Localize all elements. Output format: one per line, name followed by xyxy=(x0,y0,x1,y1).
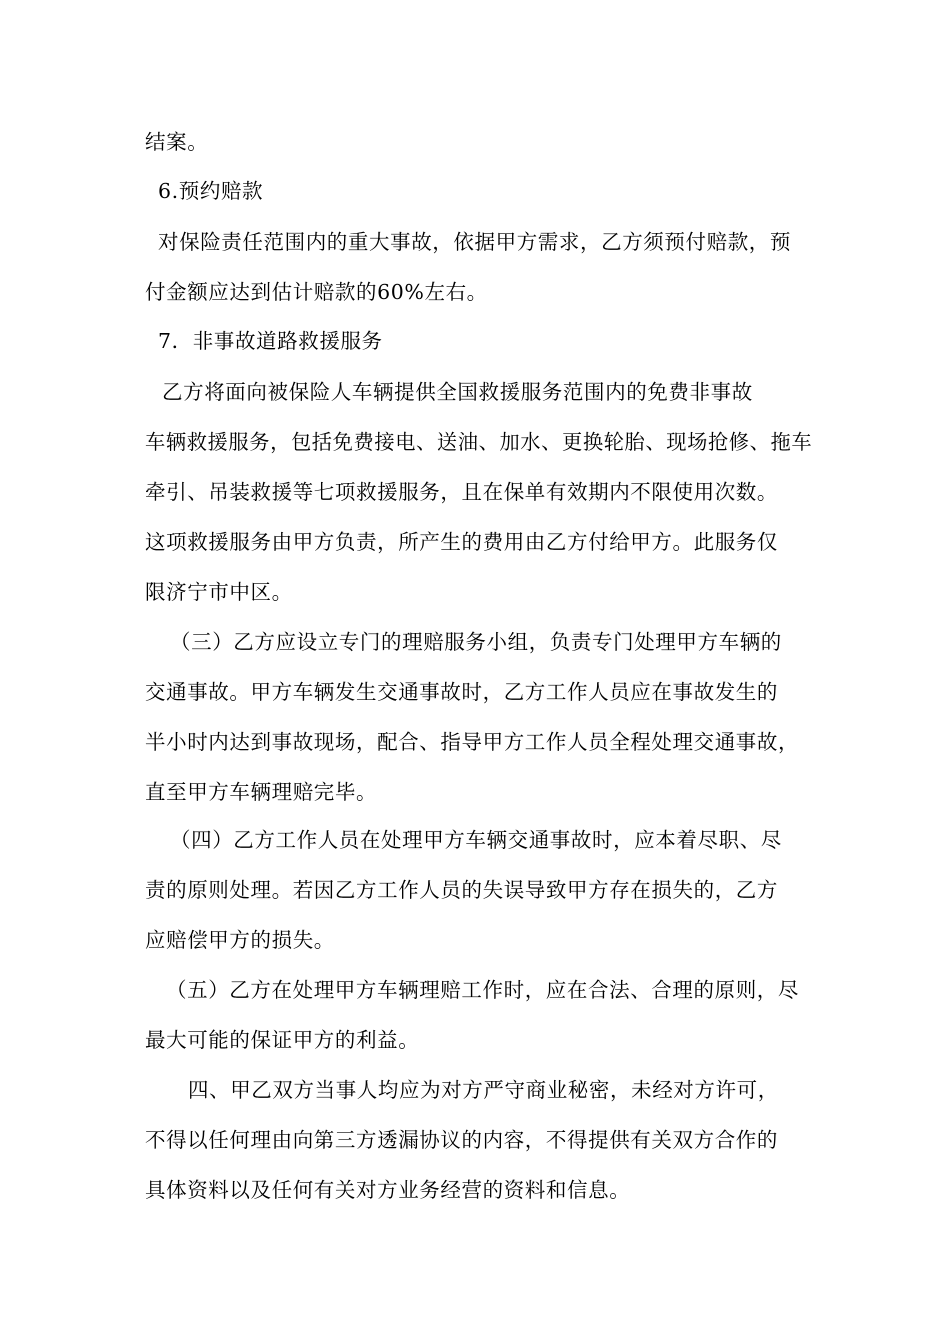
paragraph-line: 不得以任何理由向第三方透漏协议的内容，不得提供有关双方合作的 xyxy=(145,1128,778,1152)
paragraph-line: 乙方将面向被保险人车辆提供全国救援服务范围内的免费非事故 xyxy=(162,380,753,404)
paragraph-line: 半小时内达到事故现场，配合、指导甲方工作人员全程处理交通事故， xyxy=(145,730,800,754)
paragraph-line: 这项救援服务由甲方负责，所产生的费用由乙方付给甲方。此服务仅 xyxy=(145,530,778,554)
section-heading-road-rescue: 7．非事故道路救援服务 xyxy=(158,329,383,353)
paragraph-line: （四）乙方工作人员在处理甲方车辆交通事故时，应本着尽职、尽 xyxy=(170,828,782,852)
section-heading-advance-payment: 6.预约赔款 xyxy=(158,179,264,203)
paragraph-line: （三）乙方应设立专门的理赔服务小组，负责专门处理甲方车辆的 xyxy=(170,630,782,654)
paragraph-line: （五）乙方在处理甲方车辆理赔工作时，应在合法、合理的原则，尽 xyxy=(166,978,799,1002)
paragraph-line: 最大可能的保证甲方的利益。 xyxy=(145,1028,420,1052)
paragraph-line: 四、甲乙双方当事人均应为对方严守商业秘密，未经对方许可， xyxy=(188,1078,779,1102)
paragraph-line: 付金额应达到估计赔款的60%左右。 xyxy=(145,280,488,304)
paragraph-line: 限济宁市中区。 xyxy=(145,580,293,604)
paragraph-line: 具体资料以及任何有关对方业务经营的资料和信息。 xyxy=(145,1178,631,1202)
paragraph-line: 应赔偿甲方的损失。 xyxy=(145,928,335,952)
paragraph-line: 责的原则处理。若因乙方工作人员的失误导致甲方存在损失的，乙方 xyxy=(145,878,778,902)
text-line-closing: 结案。 xyxy=(145,130,209,154)
paragraph-line: 对保险责任范围内的重大事故，依据甲方需求，乙方须预付赔款，预 xyxy=(158,230,791,254)
paragraph-line: 牵引、吊装救援等七项救援服务，且在保单有效期内不限使用次数。 xyxy=(145,480,778,504)
paragraph-line: 车辆救援服务，包括免费接电、送油、加水、更换轮胎、现场抢修、拖车 xyxy=(145,430,813,454)
paragraph-line: 交通事故。甲方车辆发生交通事故时，乙方工作人员应在事故发生的 xyxy=(145,680,778,704)
paragraph-line: 直至甲方车辆理赔完毕。 xyxy=(145,780,378,804)
